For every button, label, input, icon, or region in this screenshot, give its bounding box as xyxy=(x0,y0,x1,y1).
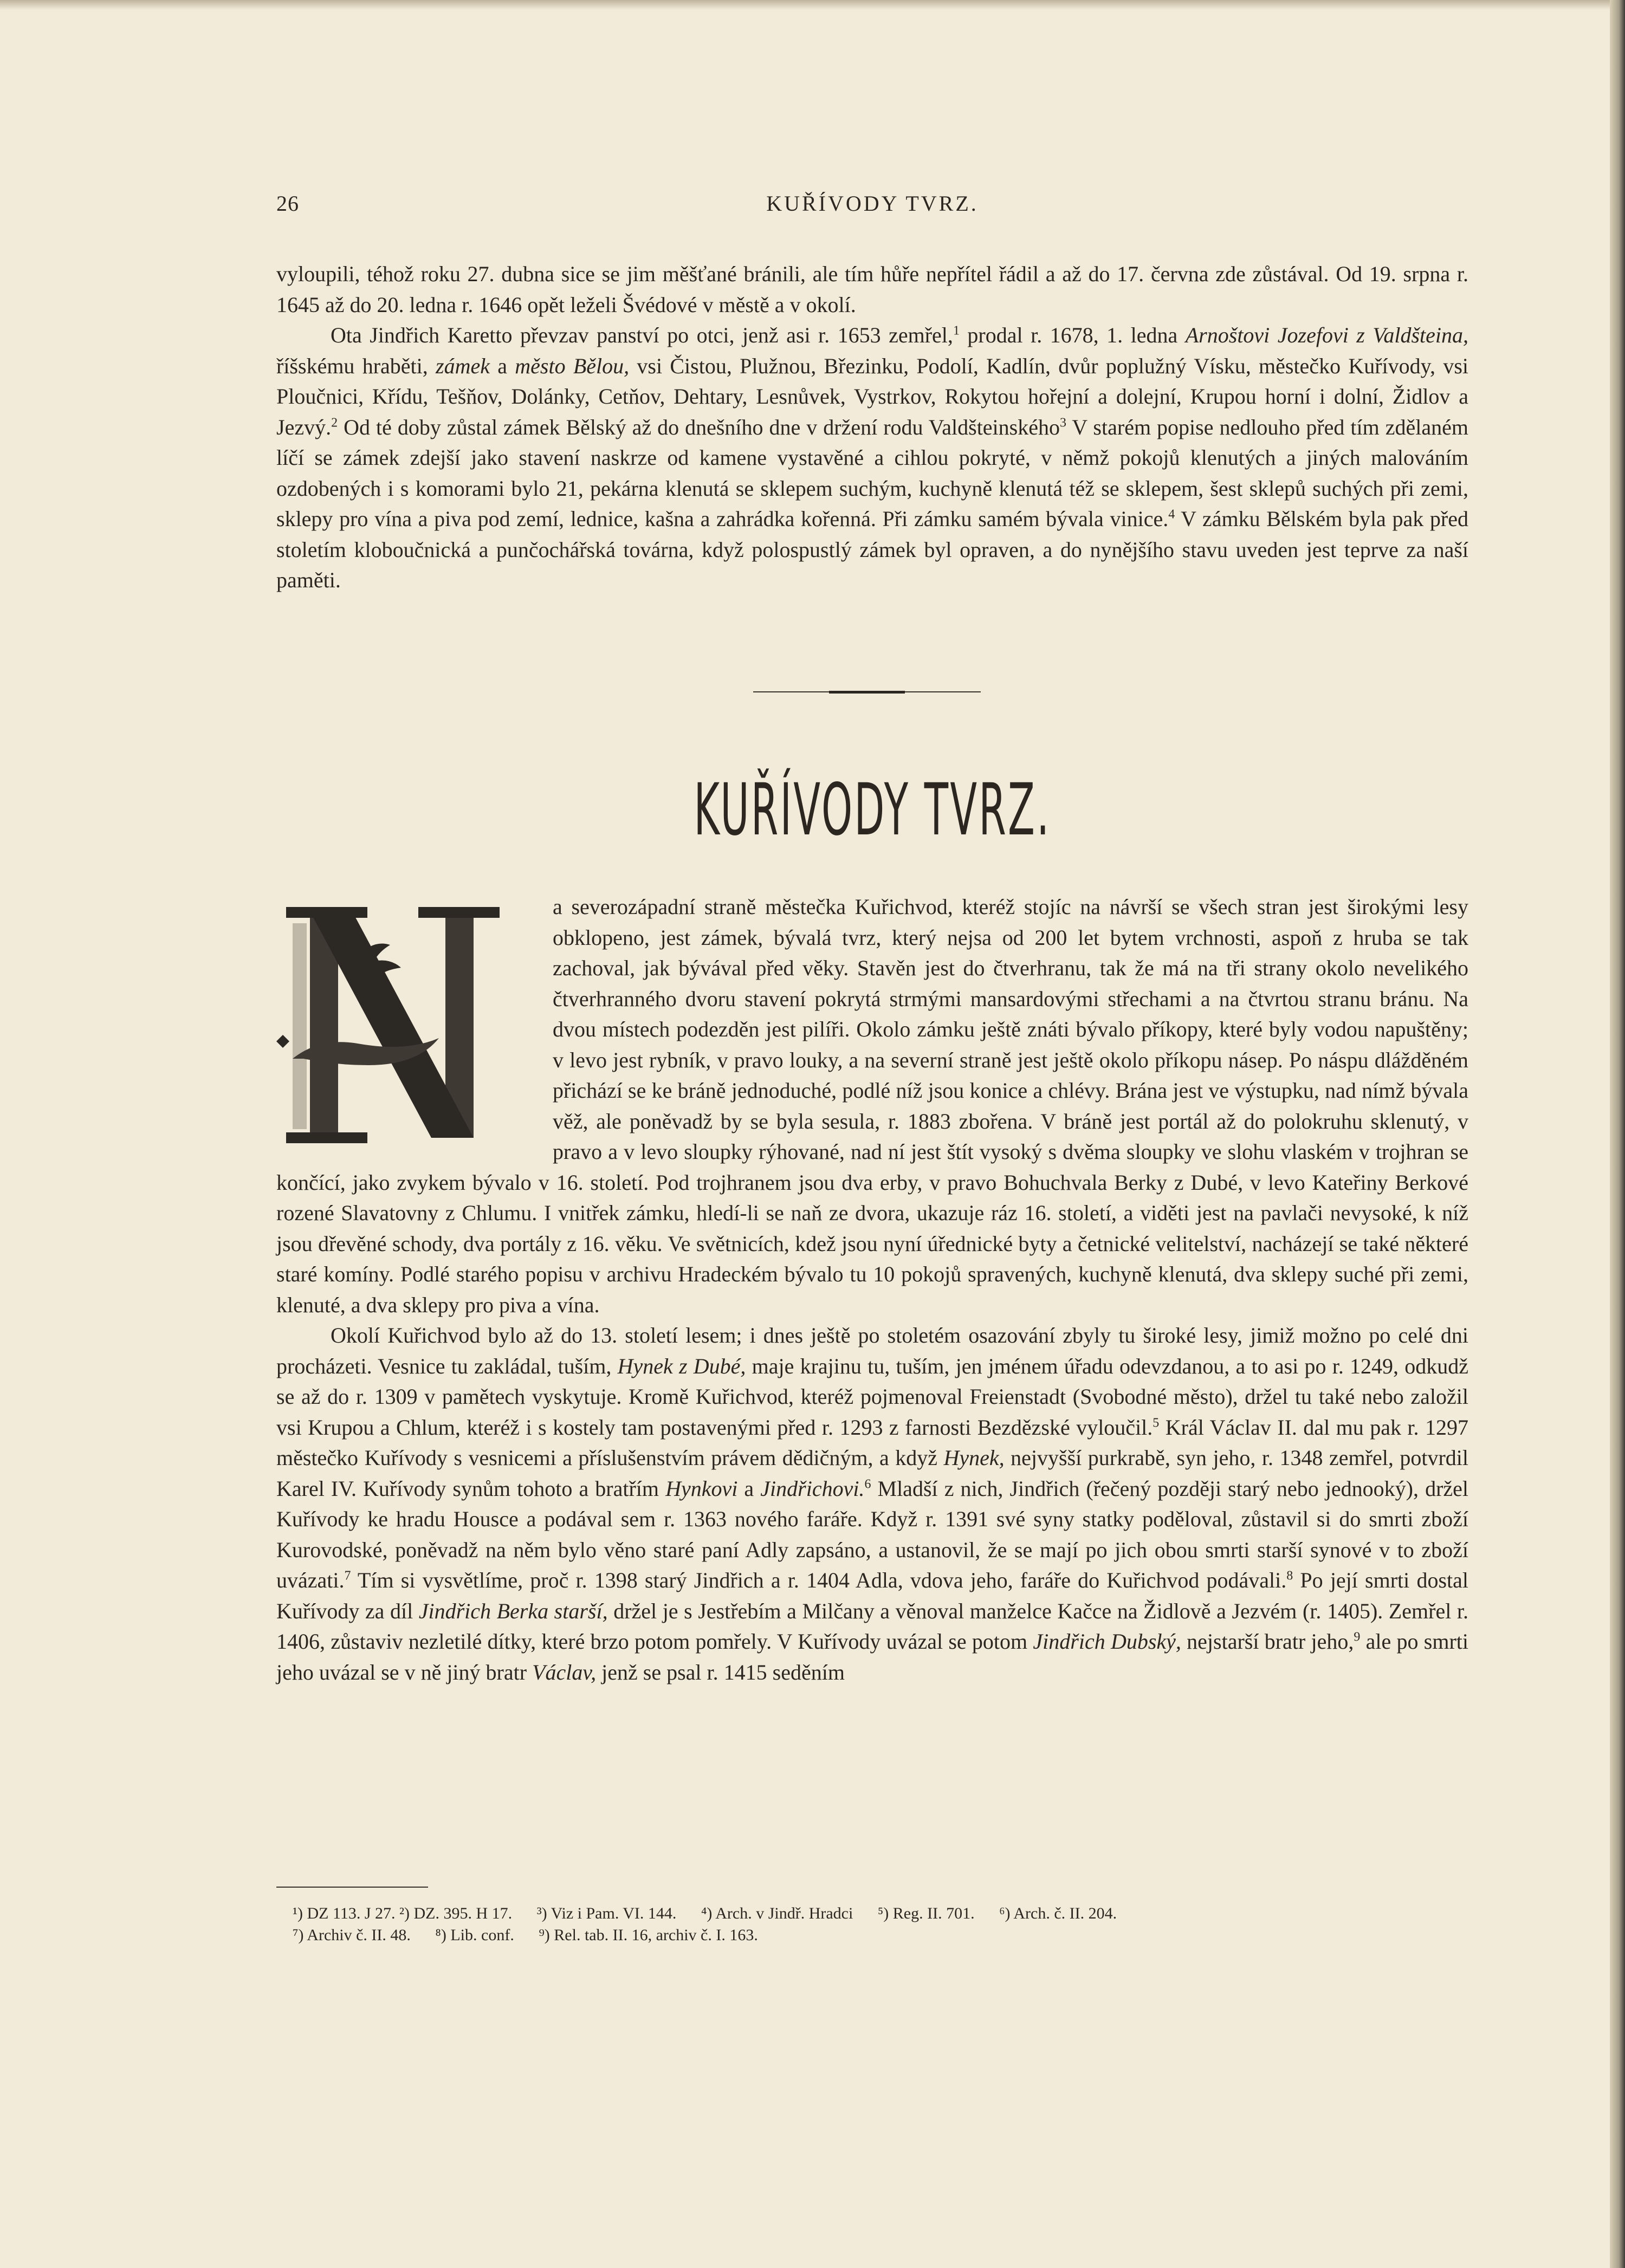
page-header xyxy=(276,191,1468,223)
body-paragraph-2: Okolí Kuřichvod bylo až do 13. století lesem; i dnes ještě po stoletém osazování zbyly tu široké lesy, jimiž možno po celé dni procházeti. Vesnice tu zakládal, tuším, Hynek z Dubé, maje krajinu tu, tuším, jen jménem úřadu odevzdanou, a to asi po r. 1249, odkudž se až do r. 1309 v pamětech vyskytuje. Kromě Kuřichvod, kteréž pojmenoval Freienstadt (Svobodné město), držel tu také nebo založil vsi Krupou a Chlum, kteréž i s kostely tam postavenými před r. 1293 z farnosti Bezdězské vyloučil.$^5$ Král Václav II. dal mu pak r. 1297 městečko Kuřívody s vesnicemi a příslušenstvím právem dědičným, a když Hynek, nejvyšší purkrabě, syn jeho, r. 1348 zemřel, potvrdil Karel IV. Kuřívody synům tohoto a bratřím Hynkovi a Jindřichovi.$^6$ Mladší z nich, Jindřich (řečený později starý nebo jednooký), držel Kuřívody ke hradu Housce a podával sem r. 1363 nového faráře. Když r. 1391 své syny statky poděloval, zůstavil si do smrti zboží Kurovodské, poněvadž na něm bylo věno staré paní Adly zapsáno, a ustanovil, že se mají po jich obou smrti starší synové v to zboží uvázati.$^7$ Tím si vysvětlíme, proč r. 1398 starý Jindřich a r. 1404 Adla, vdova jeho, faráře do Kuřichvod podávali.$^8$ Po její smrti dostal Kuřívody za díl Jindřich Berka starší, držel je s Jestřebím a Milčany a věnoval manželce Kačce na Židlově a Jezvém (r. 1405). Zemřel r. 1406, zůstaviv nezletilé dítky, které brzo potom pomřely. V Kuřívody uvázal se potom Jindřich Dubský, nejstarší bratr jeho,$^9$ ale po smrti jeho uvázal se v ně jiný bratr Václav, jenž se psal r. 1415 seděním xyxy=(276,1323,1469,1684)
footnote-item: ⁶) Arch. č. II. 204. xyxy=(999,1904,1117,1922)
intro-paragraph-1: vyloupili, téhož roku 27. dubna sice se jim měšťané bránili, ale tím hůře nepřítel řádil a až do 17. června zde zůstával. Od 19. srpna r. 1645 až do 20. ledna r. 1646 opět leželi Švédové v městě a v okolí. xyxy=(276,262,1468,317)
footnote-item: ³) Viz i Pam. VI. 144. xyxy=(536,1904,677,1922)
body-paragraph-1: a severozápadní straně městečka Kuřichvod, kteréž stojíc na návrší se všech stran jest širokými lesy obklopeno, jest zámek, bývalá tvrz, který nejsa od 200 let bytem vrchnosti, aspoň z hruba se tak zachoval, jak bývával před věky. Stavěn jest do čtverhranu, tak že má na tři strany okolo nevelikého čtverhranného dvoru stavení pokrytá strmými mansardovými střechami a na čtvrtou stranu bránu. Na dvou místech podezděn jest pilíři. Okolo zámku ještě znáti bývalo příkopy, které byly vodou napuštěny; v levo jest rybník, v pravo louky, a na severní straně jest ještě okolo příkopu násep. Po náspu dlážděném přichází se ke bráně jednoduché, podlé níž jsou konice a chlévy. Brána jest ve výstupku, nad nímž bývala věž, ale poněvadž by se byla sesula, r. 1883 zbořena. V bráně jest portál až do polokruhu sklenutý, v pravo a v levo sloupky rýhované, nad ní jest štít vysoký s dvěma sloupky ve slohu vlaském v trojhran se končící, jako zvykem bývalo v 16. století. Pod trojhranem jsou dva erby, v pravo Bohuchvala Berky z Dubé, v levo Kateřiny Berkové rozené Slavatovny z Chlumu. I vnitřek zámku, hledí-li se naň ze dvora, ukazuje ráz 16. století, a viděti jest na pavlači nevysoké, k níž jsou dřevěné schody, dva portály z 16. věku. Ve světnicích, kdež jsou nyní úřednické byty a četnické velitelství, nacházejí se také některé staré komíny. Podlé starého popisu v archivu Hradeckém bývalo tu 10 pokojů spravených, kuchyně klenutá, dva sklepy suché při zemi, klenuté, a dva sklepy pro piva a vína. xyxy=(276,895,1468,1317)
decorated-initial xyxy=(276,896,531,1167)
page-binding-edge xyxy=(1610,0,1625,2268)
section-divider-ornament xyxy=(753,689,981,696)
intro-paragraph-2: Ota Jindřich Karetto převzav panství po otci, jenž asi r. 1653 zemřel,$^1$ prodal r. 1678, 1. ledna Arnoštovi Jozefovi z Valdšteina, říšskému hraběti, zámek a město Bělou, vsi Čistou, Plužnou, Březinku, Podolí, Kadlín, dvůr poplužný Vísku, městečko Kuřívody, vsi Ploučnici, Křídu, Tešňov, Dolánky, Cetňov, Dehtary, Lesnůvek, Vystrkov, Rokytou hořejní a dolejní, Krupou horní i dolní, Židlov a Jezvý.$^2$ Od té doby zůstal zámek Bělský až do dnešního dne v držení rodu Valdšteinského$^3$ V starém popise nedlouho před tím zdělaném líčí se zámek zdejší jako stavení naskrze od kamene vystavěné a cihlou pokryté, v němž pokojů klenutých a jiných malováním ozdobených i s komorami bylo 21, pekárna klenutá se sklepem suchým, kuchyně klenutá též se sklepem, šest sklepů suchých při zemi, sklepy pro vína a piva pod zemí, lednice, kašna a zahrádka kořenná. Při zámku samém bývala vinice.$^4$ V zámku Bělském byla pak před stoletím kloboučnická a punčochářská továrna, když polospustlý zámek byl opraven, a do nynějšího stavu uveden jest teprve za naší paměti. xyxy=(276,323,1469,592)
intro-text xyxy=(276,259,1468,596)
footnote-item: ⁴) Arch. v Jindř. Hradci xyxy=(701,1904,853,1922)
main-text xyxy=(276,892,1468,1688)
footnotes xyxy=(293,1903,1452,1946)
initial-letter-n-icon xyxy=(276,896,531,1167)
page-number: 26 xyxy=(276,191,299,216)
footnote-item: ⁸) Lib. conf. xyxy=(435,1926,514,1944)
footnote-item: ⁹) Rel. tab. II. 16, archiv č. I. 163. xyxy=(539,1926,758,1944)
page-edge-top xyxy=(0,0,1625,10)
footnote-item: ⁵) Reg. II. 701. xyxy=(877,1904,975,1922)
footnote-item: ⁷) Archiv č. II. 48. xyxy=(293,1926,411,1944)
footnote-rule xyxy=(276,1887,428,1888)
section-title: KUŘÍVODY TVRZ. xyxy=(694,768,1051,852)
running-title: KUŘÍVODY TVRZ. xyxy=(766,191,979,216)
footnote-item: ¹) DZ 113. J 27. ²) DZ. 395. H 17. xyxy=(293,1904,513,1922)
